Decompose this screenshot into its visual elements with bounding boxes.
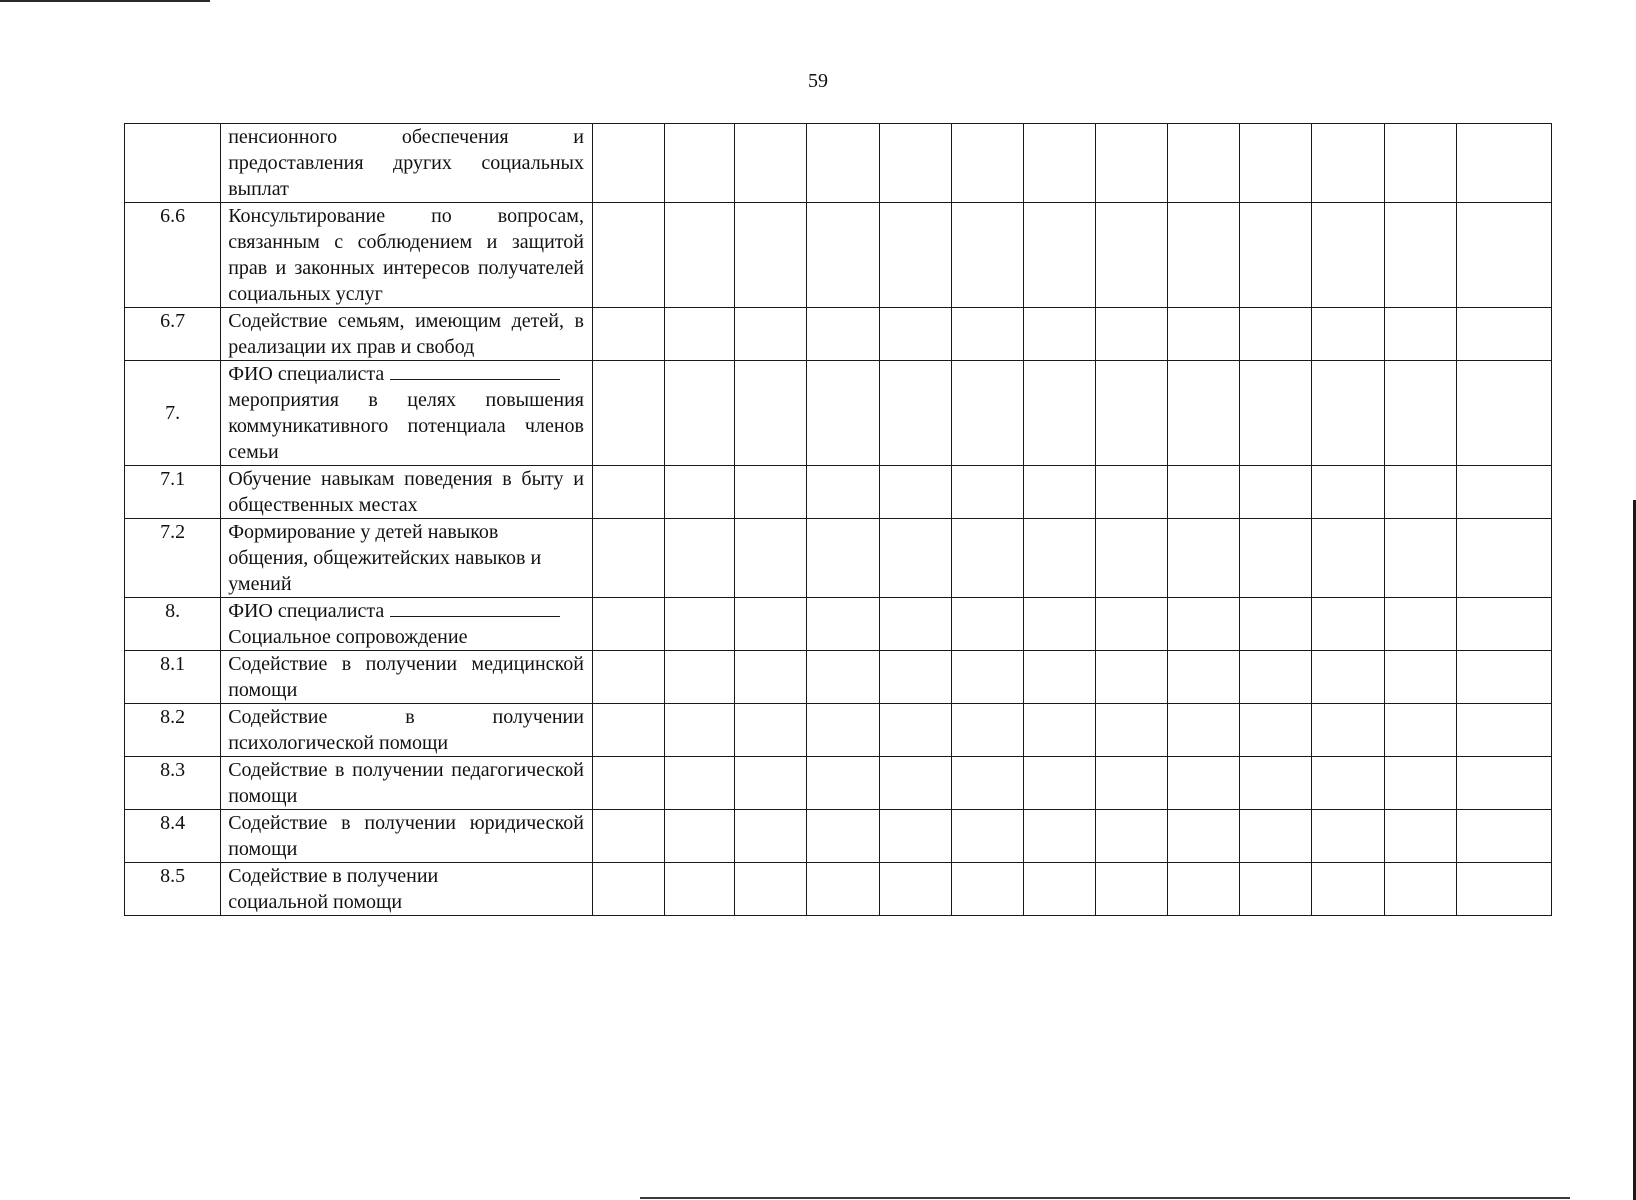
schedule-mark-cell[interactable] bbox=[1384, 519, 1456, 598]
service-description-text: Социальное сопровождение bbox=[228, 626, 468, 648]
schedule-mark-cell[interactable] bbox=[665, 466, 735, 519]
schedule-mark-cell[interactable] bbox=[665, 757, 735, 810]
service-description-text: Содействие в получении педагогической помощи bbox=[228, 759, 584, 807]
schedule-mark-cell[interactable] bbox=[735, 124, 807, 203]
schedule-mark-cell[interactable] bbox=[1456, 863, 1551, 916]
schedule-mark-cell[interactable] bbox=[951, 863, 1023, 916]
schedule-mark-cell[interactable] bbox=[807, 361, 879, 466]
schedule-mark-cell[interactable] bbox=[735, 704, 807, 757]
schedule-mark-cell[interactable] bbox=[1240, 863, 1312, 916]
schedule-mark-cell[interactable] bbox=[1023, 757, 1095, 810]
schedule-mark-cell[interactable] bbox=[592, 361, 664, 466]
schedule-mark-cell[interactable] bbox=[1023, 519, 1095, 598]
service-description-text: Содействие семьям, имеющим детей, в реализации их прав и свобод bbox=[228, 310, 584, 358]
schedule-mark-cell[interactable] bbox=[879, 308, 951, 361]
schedule-mark-cell[interactable] bbox=[807, 704, 879, 757]
table-row bbox=[125, 124, 1552, 203]
schedule-mark-cell[interactable] bbox=[1168, 466, 1240, 519]
schedule-mark-cell[interactable] bbox=[1384, 466, 1456, 519]
schedule-mark-cell[interactable] bbox=[1095, 466, 1167, 519]
schedule-mark-cell[interactable] bbox=[1312, 598, 1384, 651]
schedule-mark-cell[interactable] bbox=[1095, 203, 1167, 308]
service-description-cell bbox=[221, 810, 593, 863]
schedule-mark-cell[interactable] bbox=[1240, 203, 1312, 308]
schedule-mark-cell[interactable] bbox=[1456, 203, 1551, 308]
service-description-text: пенсионного обеспечения и предоставления других социальных выплат bbox=[228, 126, 584, 200]
service-description-text: мероприятия в целях повышения коммуникативного потенциала членов семьи bbox=[228, 389, 584, 463]
schedule-mark-cell[interactable] bbox=[951, 203, 1023, 308]
schedule-mark-cell[interactable] bbox=[1168, 598, 1240, 651]
service-description-cell bbox=[221, 519, 593, 598]
schedule-mark-cell[interactable] bbox=[665, 519, 735, 598]
schedule-mark-cell[interactable] bbox=[1240, 466, 1312, 519]
schedule-mark-cell[interactable] bbox=[735, 863, 807, 916]
schedule-mark-cell[interactable] bbox=[592, 810, 664, 863]
schedule-mark-cell[interactable] bbox=[592, 757, 664, 810]
service-description-text: Обучение навыкам поведения в быту и общественных местах bbox=[228, 468, 584, 516]
schedule-mark-cell[interactable] bbox=[592, 308, 664, 361]
schedule-mark-cell[interactable] bbox=[1095, 361, 1167, 466]
schedule-mark-cell[interactable] bbox=[879, 519, 951, 598]
table-row bbox=[125, 203, 1552, 308]
schedule-mark-cell[interactable] bbox=[1240, 361, 1312, 466]
schedule-mark-cell[interactable] bbox=[1168, 757, 1240, 810]
schedule-mark-cell[interactable] bbox=[1168, 361, 1240, 466]
specialist-name-blank[interactable] bbox=[390, 598, 560, 617]
schedule-mark-cell[interactable] bbox=[1095, 124, 1167, 203]
schedule-mark-cell[interactable] bbox=[807, 810, 879, 863]
schedule-mark-cell[interactable] bbox=[1168, 308, 1240, 361]
specialist-label: ФИО специалиста bbox=[228, 363, 385, 385]
table-row bbox=[125, 466, 1552, 519]
schedule-mark-cell[interactable] bbox=[807, 308, 879, 361]
specialist-label: ФИО специалиста bbox=[228, 600, 385, 622]
schedule-mark-cell[interactable] bbox=[665, 598, 735, 651]
page-number: 59 bbox=[808, 70, 828, 92]
table-body bbox=[125, 124, 1552, 916]
table-row bbox=[125, 519, 1552, 598]
table-row bbox=[125, 810, 1552, 863]
schedule-mark-cell[interactable] bbox=[1023, 203, 1095, 308]
schedule-mark-cell[interactable] bbox=[1240, 519, 1312, 598]
schedule-mark-cell[interactable] bbox=[735, 810, 807, 863]
row-number-cell: 7.1 bbox=[125, 466, 221, 519]
scan-artifact-bottom-line bbox=[640, 1197, 1570, 1199]
service-description-text: умений bbox=[228, 573, 292, 595]
schedule-mark-cell[interactable] bbox=[735, 203, 807, 308]
schedule-mark-cell[interactable] bbox=[1384, 203, 1456, 308]
schedule-mark-cell[interactable] bbox=[1384, 124, 1456, 203]
row-number-cell: 8.3 bbox=[125, 757, 221, 810]
schedule-mark-cell[interactable] bbox=[735, 361, 807, 466]
schedule-mark-cell[interactable] bbox=[1384, 598, 1456, 651]
schedule-mark-cell[interactable] bbox=[1384, 810, 1456, 863]
row-number-cell: 8.2 bbox=[125, 704, 221, 757]
schedule-mark-cell[interactable] bbox=[1312, 519, 1384, 598]
schedule-mark-cell[interactable] bbox=[951, 124, 1023, 203]
schedule-mark-cell[interactable] bbox=[951, 651, 1023, 704]
schedule-mark-cell[interactable] bbox=[1240, 810, 1312, 863]
schedule-mark-cell[interactable] bbox=[1095, 308, 1167, 361]
schedule-mark-cell[interactable] bbox=[1456, 361, 1551, 466]
service-description-text: Консультирование по вопросам, связанным с соблюдением и защитой прав и законных интересов получателей социальных услуг bbox=[228, 205, 584, 305]
row-number-cell: 8. bbox=[125, 598, 221, 651]
schedule-mark-cell[interactable] bbox=[807, 651, 879, 704]
schedule-mark-cell[interactable] bbox=[1095, 863, 1167, 916]
schedule-mark-cell[interactable] bbox=[879, 704, 951, 757]
schedule-mark-cell[interactable] bbox=[1168, 863, 1240, 916]
service-description-text: Содействие в получении юридической помощи bbox=[228, 812, 584, 860]
schedule-mark-cell[interactable] bbox=[1384, 757, 1456, 810]
schedule-mark-cell[interactable] bbox=[807, 466, 879, 519]
schedule-mark-cell[interactable] bbox=[665, 203, 735, 308]
schedule-mark-cell[interactable] bbox=[665, 124, 735, 203]
service-description-cell bbox=[221, 704, 593, 757]
table-row bbox=[125, 361, 1552, 466]
service-description-cell bbox=[221, 863, 593, 916]
schedule-mark-cell[interactable] bbox=[1168, 203, 1240, 308]
row-number-cell bbox=[125, 124, 221, 203]
schedule-mark-cell[interactable] bbox=[1168, 519, 1240, 598]
schedule-mark-cell[interactable] bbox=[1312, 466, 1384, 519]
schedule-mark-cell[interactable] bbox=[1095, 598, 1167, 651]
schedule-mark-cell[interactable] bbox=[1384, 308, 1456, 361]
row-number-cell: 8.1 bbox=[125, 651, 221, 704]
service-description-cell bbox=[221, 757, 593, 810]
schedule-mark-cell[interactable] bbox=[1095, 810, 1167, 863]
service-description-text: Содействие в получении психологической помощи bbox=[228, 706, 584, 754]
schedule-mark-cell[interactable] bbox=[1095, 519, 1167, 598]
schedule-mark-cell[interactable] bbox=[807, 863, 879, 916]
schedule-mark-cell[interactable] bbox=[1456, 810, 1551, 863]
row-number-cell: 6.6 bbox=[125, 203, 221, 308]
schedule-mark-cell[interactable] bbox=[1456, 704, 1551, 757]
schedule-mark-cell[interactable] bbox=[807, 124, 879, 203]
service-description-text: социальной помощи bbox=[228, 891, 403, 913]
services-schedule-table bbox=[124, 123, 1552, 916]
schedule-mark-cell[interactable] bbox=[1168, 704, 1240, 757]
row-number-cell: 7. bbox=[125, 361, 221, 466]
schedule-mark-cell[interactable] bbox=[879, 757, 951, 810]
schedule-mark-cell[interactable] bbox=[807, 757, 879, 810]
schedule-mark-cell[interactable] bbox=[807, 519, 879, 598]
schedule-mark-cell[interactable] bbox=[592, 519, 664, 598]
schedule-mark-cell[interactable] bbox=[1240, 704, 1312, 757]
schedule-mark-cell[interactable] bbox=[1168, 810, 1240, 863]
service-description-cell bbox=[221, 361, 593, 466]
schedule-mark-cell[interactable] bbox=[735, 651, 807, 704]
schedule-mark-cell[interactable] bbox=[1456, 757, 1551, 810]
schedule-mark-cell[interactable] bbox=[665, 810, 735, 863]
table-row bbox=[125, 308, 1552, 361]
schedule-mark-cell[interactable] bbox=[1312, 757, 1384, 810]
service-description-text: общения, общежитейских навыков и bbox=[228, 547, 542, 569]
schedule-mark-cell[interactable] bbox=[1023, 651, 1095, 704]
schedule-mark-cell[interactable] bbox=[735, 519, 807, 598]
table-row bbox=[125, 598, 1552, 651]
schedule-mark-cell[interactable] bbox=[1240, 308, 1312, 361]
schedule-mark-cell[interactable] bbox=[951, 466, 1023, 519]
schedule-mark-cell[interactable] bbox=[1312, 704, 1384, 757]
schedule-mark-cell[interactable] bbox=[951, 757, 1023, 810]
scan-artifact-top-line bbox=[0, 0, 210, 2]
schedule-mark-cell[interactable] bbox=[1023, 598, 1095, 651]
schedule-mark-cell[interactable] bbox=[879, 863, 951, 916]
service-description-text: Формирование у детей навыков bbox=[228, 521, 499, 543]
schedule-mark-cell[interactable] bbox=[879, 203, 951, 308]
schedule-mark-cell[interactable] bbox=[879, 810, 951, 863]
schedule-mark-cell[interactable] bbox=[1312, 810, 1384, 863]
schedule-mark-cell[interactable] bbox=[1240, 757, 1312, 810]
schedule-mark-cell[interactable] bbox=[665, 863, 735, 916]
table-row bbox=[125, 704, 1552, 757]
schedule-mark-cell[interactable] bbox=[1312, 361, 1384, 466]
schedule-mark-cell[interactable] bbox=[879, 651, 951, 704]
schedule-mark-cell[interactable] bbox=[1168, 124, 1240, 203]
service-description-cell bbox=[221, 466, 593, 519]
schedule-mark-cell[interactable] bbox=[1023, 863, 1095, 916]
schedule-mark-cell[interactable] bbox=[807, 598, 879, 651]
schedule-mark-cell[interactable] bbox=[1095, 651, 1167, 704]
schedule-mark-cell[interactable] bbox=[1312, 863, 1384, 916]
schedule-mark-cell[interactable] bbox=[951, 361, 1023, 466]
schedule-mark-cell[interactable] bbox=[1023, 810, 1095, 863]
schedule-mark-cell[interactable] bbox=[735, 308, 807, 361]
schedule-mark-cell[interactable] bbox=[1456, 651, 1551, 704]
schedule-mark-cell[interactable] bbox=[1456, 124, 1551, 203]
service-description-text: Содействие в получении медицинской помощи bbox=[228, 653, 584, 701]
schedule-mark-cell[interactable] bbox=[665, 651, 735, 704]
schedule-mark-cell[interactable] bbox=[592, 598, 664, 651]
schedule-mark-cell[interactable] bbox=[1023, 308, 1095, 361]
schedule-mark-cell[interactable] bbox=[1240, 598, 1312, 651]
schedule-mark-cell[interactable] bbox=[1456, 308, 1551, 361]
service-description-cell bbox=[221, 598, 593, 651]
service-description-cell bbox=[221, 124, 593, 203]
schedule-mark-cell[interactable] bbox=[592, 203, 664, 308]
schedule-mark-cell[interactable] bbox=[879, 361, 951, 466]
schedule-mark-cell[interactable] bbox=[1023, 361, 1095, 466]
schedule-mark-cell[interactable] bbox=[1312, 124, 1384, 203]
schedule-mark-cell[interactable] bbox=[1384, 704, 1456, 757]
schedule-mark-cell[interactable] bbox=[1023, 124, 1095, 203]
specialist-name-blank[interactable] bbox=[390, 361, 560, 380]
service-description-cell bbox=[221, 308, 593, 361]
schedule-mark-cell[interactable] bbox=[1240, 124, 1312, 203]
schedule-mark-cell[interactable] bbox=[879, 598, 951, 651]
service-description-cell bbox=[221, 203, 593, 308]
schedule-mark-cell[interactable] bbox=[1384, 651, 1456, 704]
schedule-mark-cell[interactable] bbox=[735, 757, 807, 810]
row-number-cell: 7.2 bbox=[125, 519, 221, 598]
schedule-mark-cell[interactable] bbox=[592, 704, 664, 757]
schedule-mark-cell[interactable] bbox=[951, 704, 1023, 757]
table-row bbox=[125, 757, 1552, 810]
row-number-cell: 8.4 bbox=[125, 810, 221, 863]
schedule-mark-cell[interactable] bbox=[1023, 466, 1095, 519]
table-row bbox=[125, 863, 1552, 916]
schedule-mark-cell[interactable] bbox=[592, 124, 664, 203]
schedule-mark-cell[interactable] bbox=[1456, 598, 1551, 651]
schedule-mark-cell[interactable] bbox=[1384, 361, 1456, 466]
schedule-mark-cell[interactable] bbox=[951, 519, 1023, 598]
schedule-mark-cell[interactable] bbox=[735, 598, 807, 651]
service-description-cell bbox=[221, 651, 593, 704]
schedule-mark-cell[interactable] bbox=[1095, 704, 1167, 757]
row-number-cell: 8.5 bbox=[125, 863, 221, 916]
schedule-mark-cell[interactable] bbox=[735, 466, 807, 519]
schedule-mark-cell[interactable] bbox=[1168, 651, 1240, 704]
service-description-text: Содействие в получении bbox=[228, 865, 439, 887]
schedule-mark-cell[interactable] bbox=[1240, 651, 1312, 704]
schedule-mark-cell[interactable] bbox=[592, 863, 664, 916]
schedule-mark-cell[interactable] bbox=[1456, 466, 1551, 519]
schedule-mark-cell[interactable] bbox=[665, 308, 735, 361]
schedule-mark-cell[interactable] bbox=[1312, 308, 1384, 361]
schedule-mark-cell[interactable] bbox=[1095, 757, 1167, 810]
schedule-mark-cell[interactable] bbox=[665, 361, 735, 466]
schedule-mark-cell[interactable] bbox=[807, 203, 879, 308]
table-row bbox=[125, 651, 1552, 704]
schedule-mark-cell[interactable] bbox=[1023, 704, 1095, 757]
schedule-mark-cell[interactable] bbox=[1312, 203, 1384, 308]
schedule-mark-cell[interactable] bbox=[592, 651, 664, 704]
specialist-line bbox=[228, 361, 584, 387]
schedule-mark-cell[interactable] bbox=[1384, 863, 1456, 916]
schedule-mark-cell[interactable] bbox=[1456, 519, 1551, 598]
schedule-mark-cell[interactable] bbox=[665, 704, 735, 757]
row-number-cell: 6.7 bbox=[125, 308, 221, 361]
schedule-mark-cell[interactable] bbox=[951, 810, 1023, 863]
schedule-mark-cell[interactable] bbox=[951, 598, 1023, 651]
schedule-mark-cell[interactable] bbox=[1312, 651, 1384, 704]
schedule-mark-cell[interactable] bbox=[879, 124, 951, 203]
specialist-line bbox=[228, 598, 584, 624]
schedule-mark-cell[interactable] bbox=[592, 466, 664, 519]
schedule-mark-cell[interactable] bbox=[951, 308, 1023, 361]
schedule-mark-cell[interactable] bbox=[879, 466, 951, 519]
